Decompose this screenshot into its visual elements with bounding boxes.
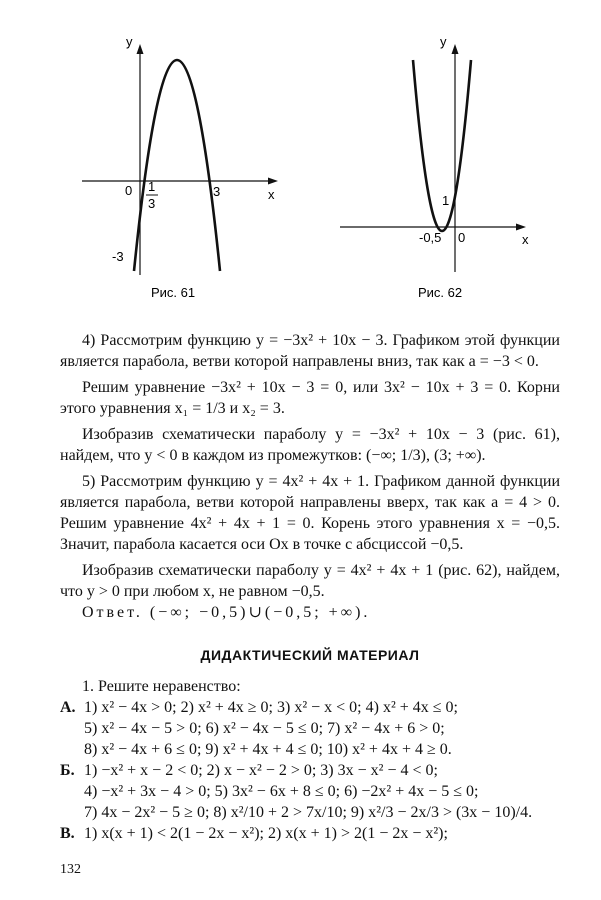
group-b-line-2 — [60, 781, 560, 802]
group-b-line-1 — [60, 760, 560, 781]
group-a-label: А. — [60, 699, 76, 716]
group-a-line-2-text: 5) x² − 4x − 5 > 0; 6) x² − 4x − 5 ≤ 0; 7) x² − 4x + 6 > 0; — [84, 720, 445, 737]
task-1-title: 1. Решите неравенство: — [82, 678, 241, 695]
figures-area — [0, 0, 601, 310]
group-a-line-3-text: 8) x² − 4x + 6 ≤ 0; 9) x² + 4x + 4 ≤ 0; 10) x² + 4x + 4 ≥ 0. — [84, 741, 452, 758]
fig61-caption: Рис. 61 — [151, 285, 196, 300]
fig61-y-arrow — [137, 44, 144, 54]
group-v-label: В. — [60, 825, 75, 842]
fig62-caption: Рис. 62 — [418, 285, 463, 300]
paragraph-solve-equation: Решим уравнение −3x² + 10x − 3 = 0, или 3x² − 10x + 3 = 0. Корни этого уравнения x₁ = 1/3 и x₂ = 3. — [60, 379, 560, 417]
paragraph-sketch-parabola-62: Изобразив схематически параболу y = 4x² + 4x + 1 (рис. 62), найдем, что y > 0 при любом x, не равном −0,5. — [60, 562, 560, 600]
fig61-parabola — [134, 60, 220, 271]
fig62-y-label: y — [440, 34, 447, 49]
fig61-root1-numerator: 1 — [148, 179, 156, 194]
group-a-line-1-text: 1) x² − 4x > 0; 2) x² + 4x ≥ 0; 3) x² − x < 0; 4) x² + 4x ≤ 0; — [84, 699, 458, 716]
group-a-line-1 — [60, 697, 560, 718]
fig61-x-label: x — [268, 187, 275, 202]
figure-61 — [82, 44, 278, 275]
group-a-line-2 — [60, 718, 560, 739]
fig61-x-arrow — [268, 178, 278, 185]
fig61-root1-denominator: 3 — [148, 196, 156, 211]
group-a-line-3 — [60, 739, 560, 760]
fig62-x-arrow — [516, 224, 526, 231]
group-b-line-2-text: 4) −x² + 3x − 4 > 0; 5) 3x² − 6x + 8 ≤ 0; 6) −2x² + 4x − 5 ≤ 0; — [84, 783, 479, 800]
answer: Ответ. (−∞; −0,5)∪(−0,5; +∞). — [82, 604, 371, 621]
paragraph-function-5: 5) Рассмотрим функцию y = 4x² + 4x + 1. Графиком данной функции является парабола, ветви которой направлены вверх, так как a = 4 > 0. Решим уравнение 4x² + 4x + 1 = 0. Корень этого уравнения x = −0,5. Значит, парабола касается оси Ox в точке с абсциссой −0,5. — [60, 473, 560, 553]
fig62-x-label: x — [522, 232, 529, 247]
fig61-root2-label: 3 — [213, 184, 221, 199]
fig62-y-arrow — [452, 44, 459, 54]
group-v-line-1 — [60, 823, 560, 844]
paragraph-function-4: 4) Рассмотрим функцию y = −3x² + 10x − 3. Графиком этой функции является парабола, ветви которой направлены вниз, так как a = −3 < 0. — [60, 332, 560, 370]
page-number: 132 — [60, 862, 81, 877]
fig61-origin-label: 0 — [125, 183, 133, 198]
main-text — [60, 330, 560, 844]
fig61-y-intercept-label: -3 — [112, 249, 124, 264]
group-b-line-1-text: 1) −x² + x − 2 < 0; 2) x − x² − 2 > 0; 3) 3x − x² − 4 < 0; — [84, 762, 438, 779]
group-b-label: Б. — [60, 762, 75, 779]
fig62-vertex-label: -0,5 — [419, 230, 442, 245]
paragraph-sketch-parabola-61: Изобразив схематически параболу y = −3x² + 10x − 3 (рис. 61), найдем, что y < 0 в каждом из промежутков: (−∞; 1/3), (3; +∞). — [60, 426, 560, 464]
didactic-heading: ДИДАКТИЧЕСКИЙ МАТЕРИАЛ — [200, 647, 420, 663]
fig61-y-label: y — [126, 34, 133, 49]
group-b-line-3 — [60, 802, 560, 823]
fig62-y-intercept-label: 1 — [442, 193, 450, 208]
group-b-line-3-text: 7) 4x − 2x² − 5 ≥ 0; 8) x²/10 + 2 > 7x/10; 9) x²/3 − 2x/3 > (3x − 10)/4. — [84, 804, 533, 821]
fig62-origin-label: 0 — [458, 230, 466, 245]
group-v-line-1-text: 1) x(x + 1) < 2(1 − 2x − x²); 2) x(x + 1) > 2(1 − 2x − x²); — [84, 825, 448, 842]
